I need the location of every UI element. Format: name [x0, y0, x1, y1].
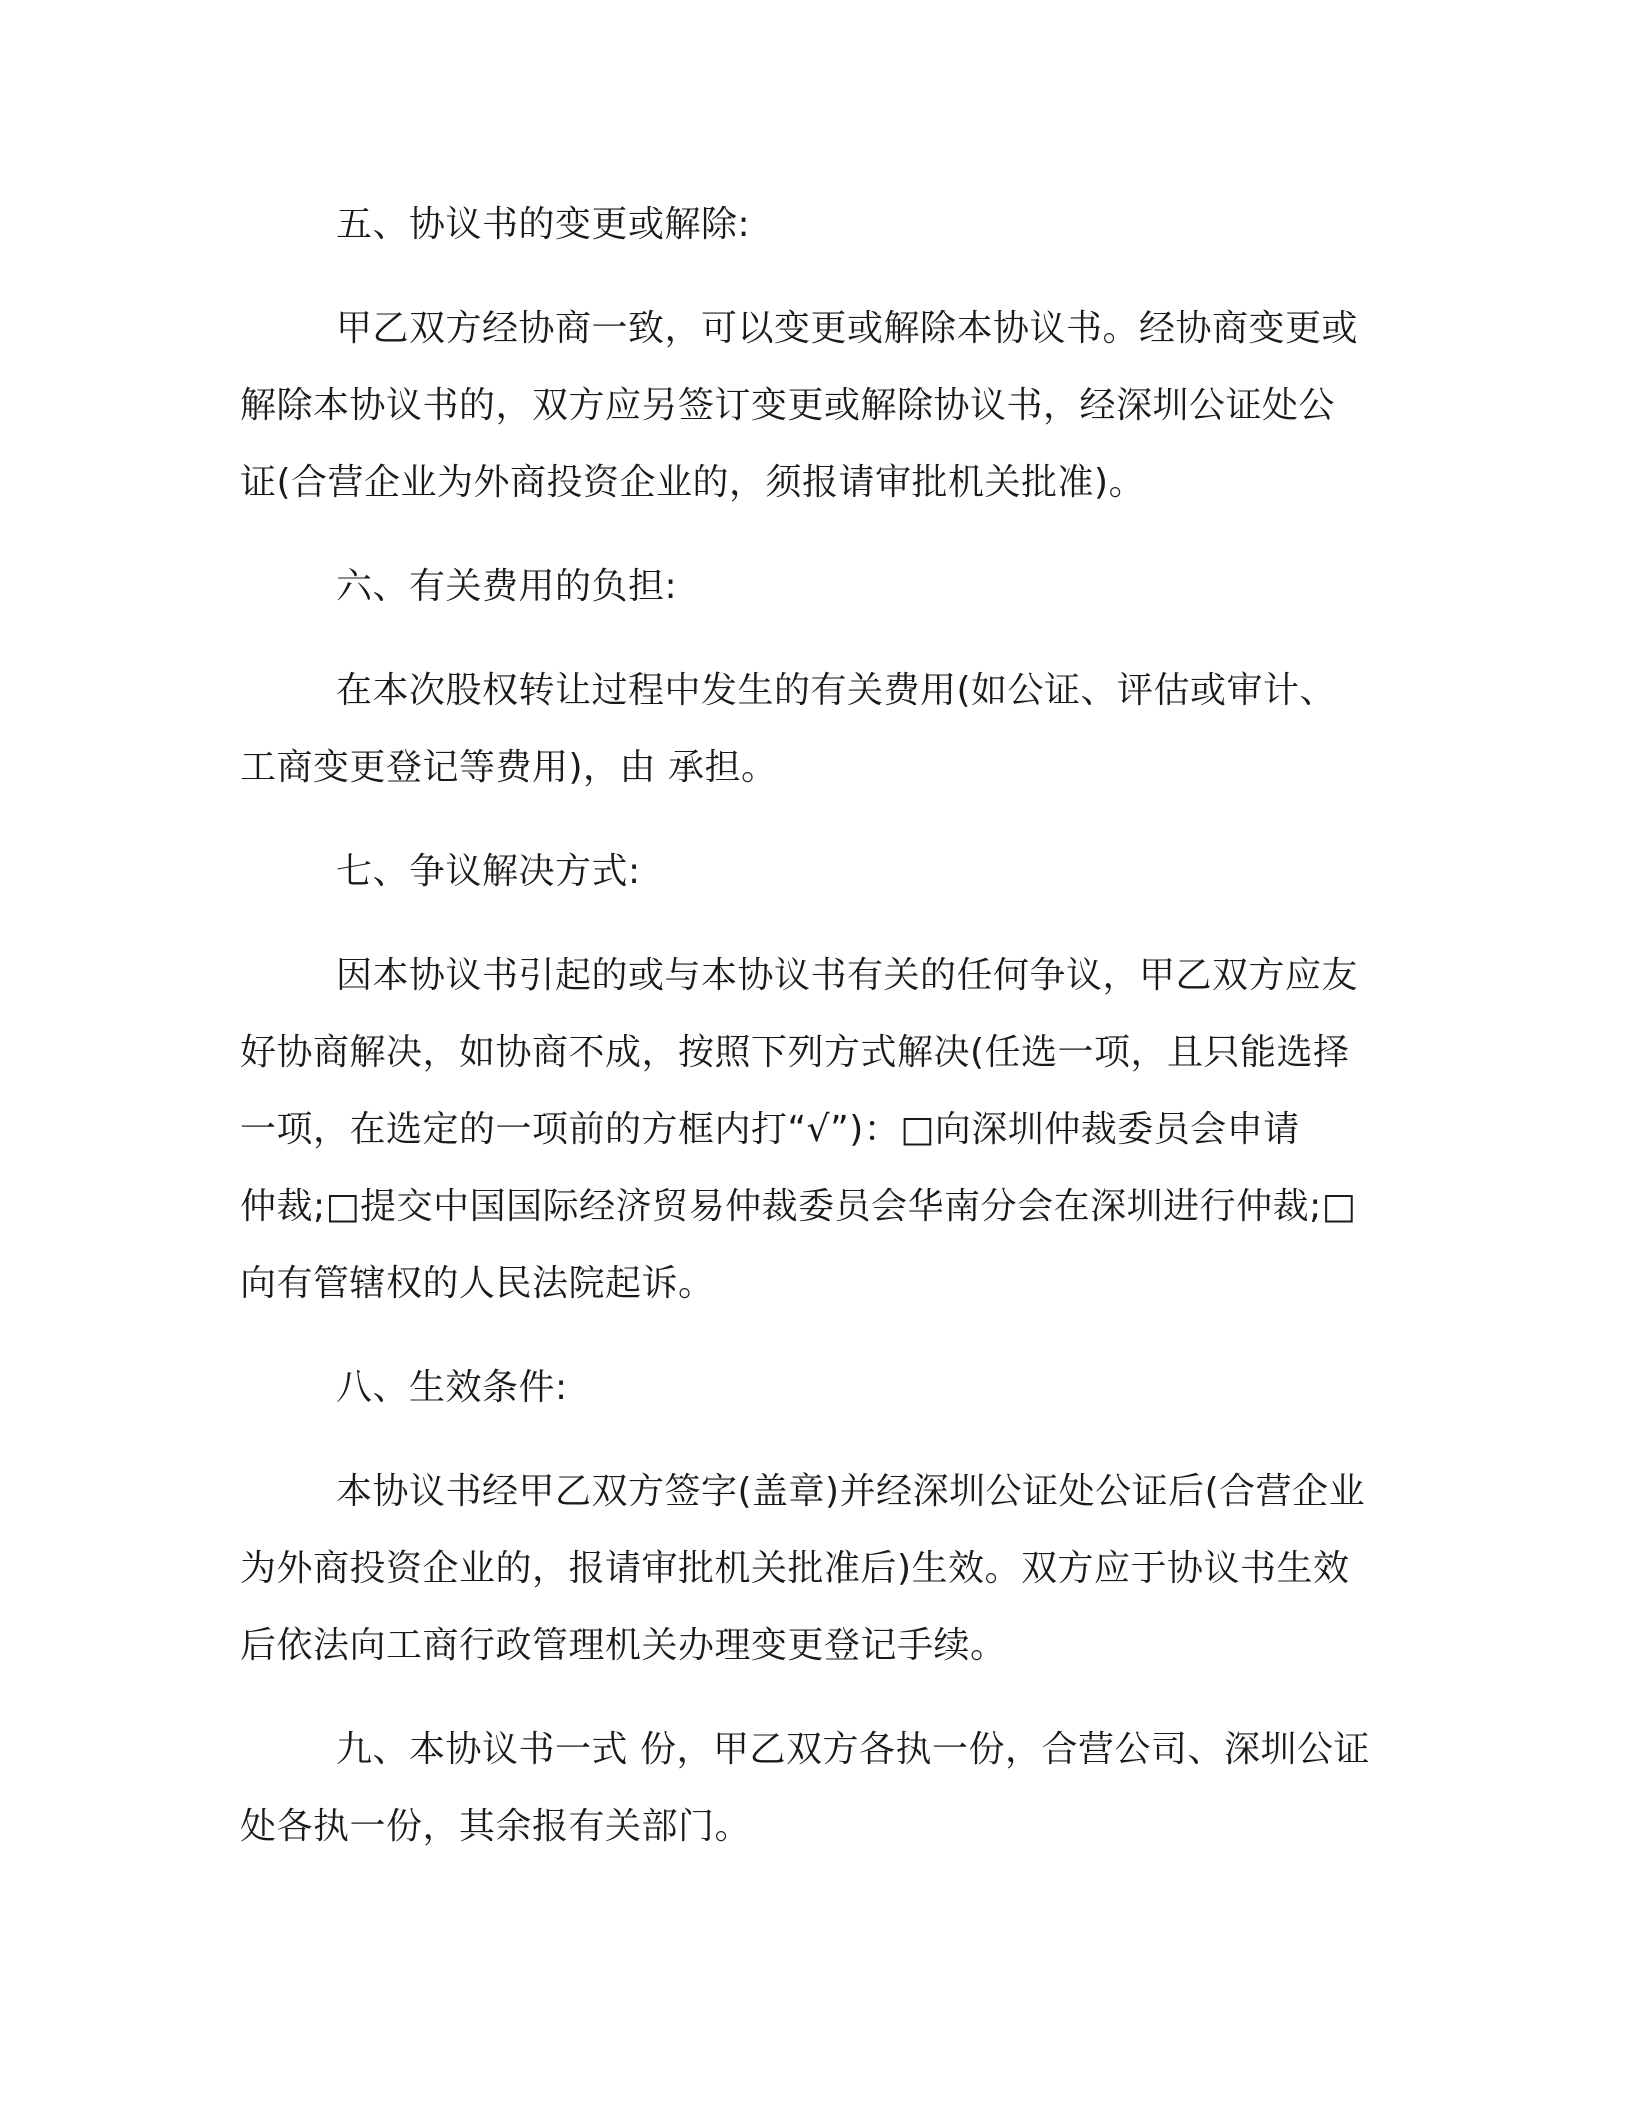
paragraph-line: 向有管辖权的人民法院起诉。 [240, 1263, 715, 1304]
section-paragraph-9: 九、本协议书一式 份，甲乙双方各执一份，合营公司、深圳公证 [336, 1729, 1370, 1770]
section-heading-7: 七、争议解决方式: [336, 851, 641, 892]
section-heading-5: 五、协议书的变更或解除: [336, 204, 751, 245]
paragraph-line: 工商变更登记等费用)，由 承担。 [240, 747, 778, 788]
paragraph-line: 为外商投资企业的，报请审批机关批准后)生效。双方应于协议书生效 [240, 1548, 1350, 1589]
paragraph-line: 解除本协议书的，双方应另签订变更或解除协议书，经深圳公证处公 [240, 385, 1336, 426]
paragraph-line: 一项，在选定的一项前的方框内打“√”)：□向深圳仲裁委员会申请 [240, 1109, 1300, 1150]
paragraph-line: 证(合营企业为外商投资企业的，须报请审批机关批准)。 [240, 462, 1146, 503]
paragraph-line: 处各执一份，其余报有关部门。 [240, 1806, 752, 1847]
paragraph-line: 因本协议书引起的或与本协议书有关的任何争议，甲乙双方应友 [336, 955, 1359, 996]
paragraph-line: 仲裁;□提交中国国际经济贸易仲裁委员会华南分会在深圳进行仲裁;□ [240, 1186, 1357, 1227]
paragraph-line: 本协议书经甲乙双方签字(盖章)并经深圳公证处公证后(合营企业 [336, 1471, 1366, 1512]
document-body [240, 186, 1380, 1865]
paragraph-line: 好协商解决，如协商不成，按照下列方式解决(任选一项，且只能选择 [240, 1032, 1350, 1073]
section-heading-6: 六、有关费用的负担: [336, 566, 678, 607]
section-heading-8: 八、生效条件: [336, 1367, 568, 1408]
paragraph-line: 甲乙双方经协商一致，可以变更或解除本协议书。经协商变更或 [336, 308, 1359, 349]
paragraph-line: 在本次股权转让过程中发生的有关费用(如公证、评估或审计、 [336, 670, 1337, 711]
paragraph-line: 后依法向工商行政管理机关办理变更登记手续。 [240, 1625, 1007, 1666]
